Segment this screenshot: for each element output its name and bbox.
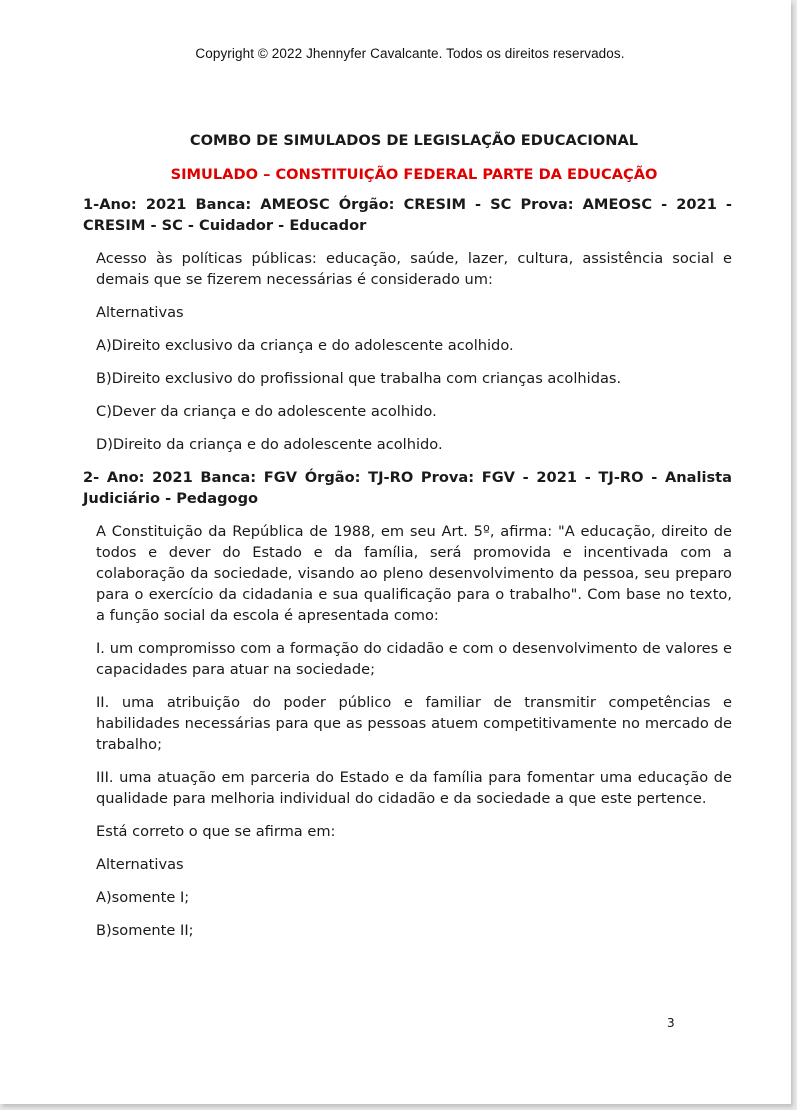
question-2-item-1: I. um compromisso com a formação do cidadão e com o desenvolvimento de valores e capacidades para atuar na sociedade;: [96, 640, 732, 678]
page-content: [83, 124, 732, 941]
question-1-statement: Acesso às políticas públicas: educação, saúde, lazer, cultura, assistência social e demais que se fizerem necessárias é considerado um:: [96, 250, 732, 288]
document-title: COMBO DE SIMULADOS DE LEGISLAÇÃO EDUCACIONAL: [189, 132, 639, 149]
document-subtitle: SIMULADO – CONSTITUIÇÃO FEDERAL PARTE DA EDUCAÇÃO: [170, 166, 658, 183]
question-1-option-c: C)Dever da criança e do adolescente acolhido.: [96, 403, 437, 420]
question-1-option-a: A)Direito exclusivo da criança e do adolescente acolhido.: [96, 337, 514, 354]
question-1-option-d: D)Direito da criança e do adolescente acolhido.: [96, 436, 443, 453]
question-2-header: 2- Ano: 2021 Banca: FGV Órgão: TJ-RO Prova: FGV - 2021 - TJ-RO - Analista Judiciário - Pedagogo: [83, 469, 732, 507]
question-2-question: Está correto o que se afirma em:: [96, 823, 336, 840]
question-2-option-a: A)somente I;: [96, 889, 190, 906]
question-2-alternatives-label: Alternativas: [96, 856, 184, 873]
question-1-option-b: B)Direito exclusivo do profissional que trabalha com crianças acolhidas.: [96, 370, 622, 387]
copyright-notice: Copyright © 2022 Jhennyfer Cavalcante. Todos os direitos reservados.: [195, 46, 625, 61]
question-2-item-2: II. uma atribuição do poder público e familiar de transmitir competências e habilidades necessárias para que as pessoas atuem competitivamente no mercado de trabalho;: [96, 694, 732, 753]
question-2-statement: A Constituição da República de 1988, em seu Art. 5º, afirma: "A educação, direito de todos e dever do Estado e da família, será promovida e incentivada com a colaboração da sociedade, visando ao pleno desenvolvimento da pessoa, seu preparo para o exercício da cidadania e sua qualificação para o trabalho". Com base no texto, a função social da escola é apresentada como:: [96, 523, 732, 624]
question-1-header: 1-Ano: 2021 Banca: AMEOSC Órgão: CRESIM - SC Prova: AMEOSC - 2021 - CRESIM - SC - Cuidador - Educador: [83, 196, 732, 234]
question-1-alternatives-label: Alternativas: [96, 304, 184, 321]
question-2-item-3: III. uma atuação em parceria do Estado e da família para fomentar uma educação de qualidade para melhoria individual do cidadão e da sociedade a que este pertence.: [96, 769, 732, 807]
question-2-option-b: B)somente II;: [96, 922, 194, 939]
page-number: 3: [667, 1016, 675, 1030]
